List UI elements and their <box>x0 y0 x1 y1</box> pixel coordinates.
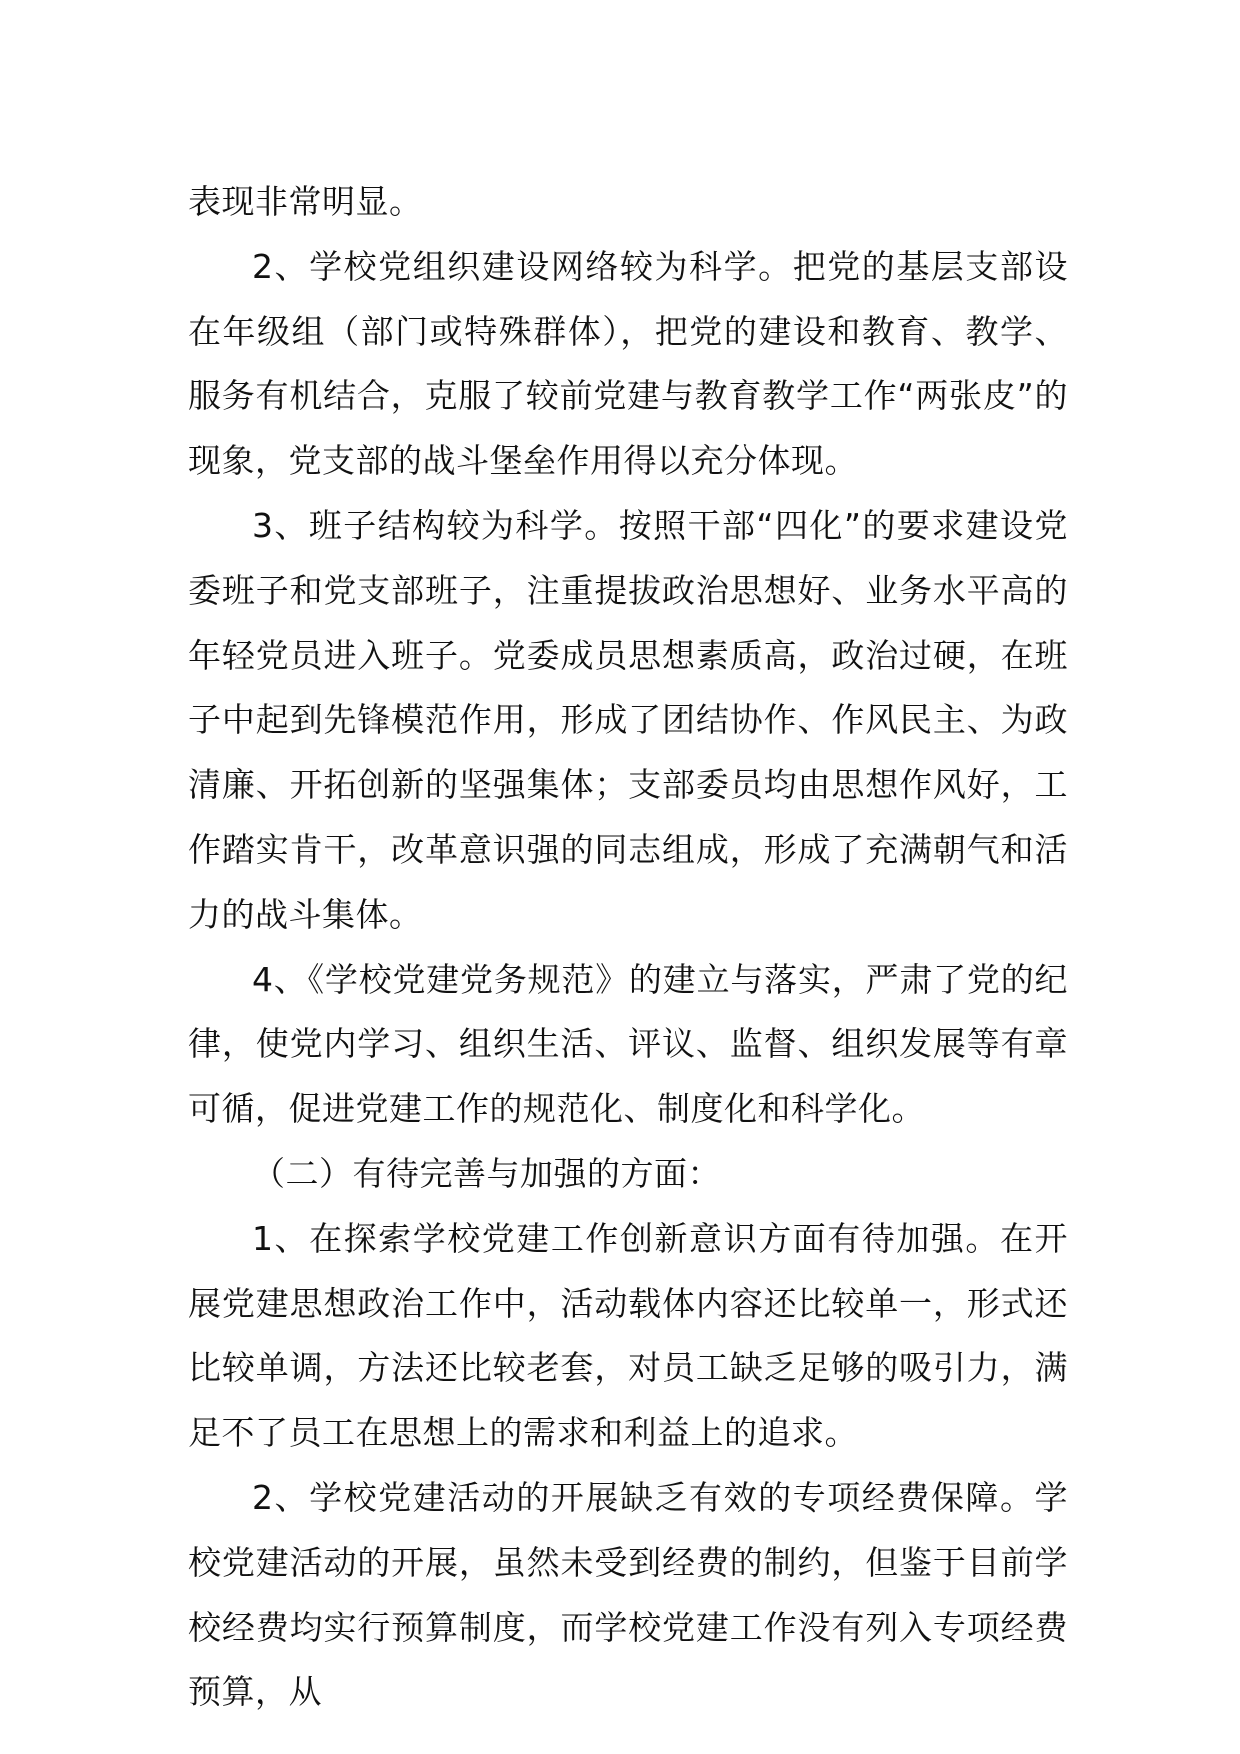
paragraph-issue-1: 1、在探索学校党建工作创新意识方面有待加强。在开展党建思想政治工作中，活动载体内容还比较单一，形式还比较单调，方法还比较老套，对员工缺乏足够的吸引力，满足不了员工在思想上的需求和利益上的追求。 <box>188 1218 1068 1453</box>
paragraph-continuation: 表现非常明显。 <box>188 182 423 221</box>
paragraph-point-2: 2、学校党组织建设网络较为科学。把党的基层支部设在年级组（部门或特殊群体），把党的建设和教育、教学、服务有机结合，克服了较前党建与教育教学工作“两张皮”的现象，党支部的战斗堡垒作用得以充分体现。 <box>188 246 1068 481</box>
document-page <box>188 170 1068 1725</box>
paragraph-point-3: 3、班子结构较为科学。按照干部“四化”的要求建设党委班子和党支部班子，注重提拔政治思想好、业务水平高的年轻党员进入班子。党委成员思想素质高，政治过硬，在班子中起到先锋模范作用，形成了团结协作、作风民主、为政清廉、开拓创新的坚强集体；支部委员均由思想作风好，工作踏实肯干，改革意识强的同志组成，形成了充满朝气和活力的战斗集体。 <box>188 505 1068 934</box>
paragraph-point-4: 4、《学校党建党务规范》的建立与落实，严肃了党的纪律，使党内学习、组织生活、评议、监督、组织发展等有章可循，促进党建工作的规范化、制度化和科学化。 <box>188 959 1068 1129</box>
paragraph-issue-2: 2、学校党建活动的开展缺乏有效的专项经费保障。学校党建活动的开展，虽然未受到经费的制约，但鉴于目前学校经费均实行预算制度，而学校党建工作没有列入专项经费预算，从 <box>188 1477 1068 1712</box>
section-heading: （二）有待完善与加强的方面： <box>252 1153 721 1193</box>
